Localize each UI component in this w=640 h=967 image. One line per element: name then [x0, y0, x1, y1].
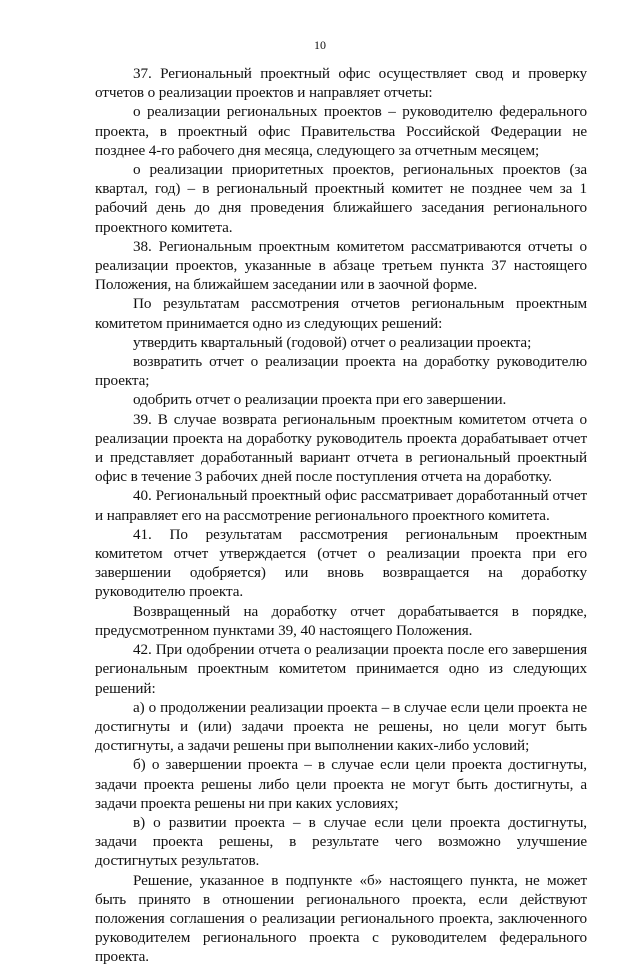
paragraph-37: 37. Региональный проектный офис осуществляет свод и проверку отчетов о реализации проектов и направляет отчеты:	[95, 65, 587, 102]
paragraph-42-item-a: а) о продолжении реализации проекта – в случае если цели проекта не достигнуты и (или) задачи проекта не решены, но цели могут быть достигнуты, а задачи решены при выполнении каких-либо условий;	[95, 698, 587, 755]
paragraph-38-decision-2: возвратить отчет о реализации проекта на доработку руководителю проекта;	[95, 353, 587, 390]
paragraph-38: 38. Региональным проектным комитетом рассматриваются отчеты о реализации проектов, указанные в абзаце третьем пункта 37 настоящего Положения, на ближайшем заседании или в заочной форме.	[95, 237, 587, 294]
paragraph-41-returned: Возвращенный на доработку отчет дорабатывается в порядке, предусмотренном пунктами 39, 40 настоящего Положения.	[95, 602, 587, 639]
paragraph-39: 39. В случае возврата региональным проектным комитетом отчета о реализации проекта на доработку руководитель проекта дорабатывает отчет и представляет доработанный вариант отчета в региональный проектный офис в течение 3 рабочих дней после поступления отчета на доработку.	[95, 410, 587, 486]
paragraph-38-decision-3: одобрить отчет о реализации проекта при его завершении.	[133, 391, 507, 409]
paragraph-37-item-1: о реализации региональных проектов – руководителю федерального проекта, в проектный офис Правительства Российской Федерации не позднее 4-го рабочего дня месяца, следующего за отчетным месяцем;	[95, 103, 587, 159]
paragraph-38-decisions-intro: По результатам рассмотрения отчетов региональным проектным комитетом принимается одно из следующих решений:	[95, 295, 587, 332]
paragraph-42-decision-note: Решение, указанное в подпункте «б» настоящего пункта, не может быть принято в отношении регионального проекта, если действуют положения соглашения о реализации регионального проекта, заключенного руководителем регионального проекта с руководителем федерального проекта.	[95, 871, 587, 966]
page-number: 10	[314, 38, 326, 52]
paragraph-41: 41. По результатам рассмотрения региональным проектным комитетом отчет утверждается (отчет о реализации проекта при его завершении одобряется) или вновь возвращается на доработку руководителю проекта.	[95, 525, 587, 601]
paragraph-42: 42. При одобрении отчета о реализации проекта после его завершения региональным проектным комитетом принимается одно из следующих решений:	[95, 641, 587, 697]
paragraph-38-decision-1: утвердить квартальный (годовой) отчет о реализации проекта;	[133, 333, 532, 351]
paragraph-42-item-b: б) о завершении проекта – в случае если цели проекта достигнуты, задачи проекта решены либо цели проекта не могут быть достигнуты, а задачи проекта решены ни при каких условиях;	[95, 756, 587, 812]
document-body	[95, 64, 587, 967]
paragraph-40: 40. Региональный проектный офис рассматривает доработанный отчет и направляет его на рассмотрение регионального проектного комитета.	[95, 487, 587, 524]
paragraph-42-item-c: в) о развитии проекта – в случае если цели проекта достигнуты, задачи проекта решены, в результате чего возможно улучшение достигнутых результатов.	[95, 813, 587, 870]
paragraph-37-item-2: о реализации приоритетных проектов, региональных проектов (за квартал, год) – в региональный проектный комитет не позднее чем за 1 рабочий день до дня проведения ближайшего заседания регионального проектного комитета.	[95, 161, 587, 236]
